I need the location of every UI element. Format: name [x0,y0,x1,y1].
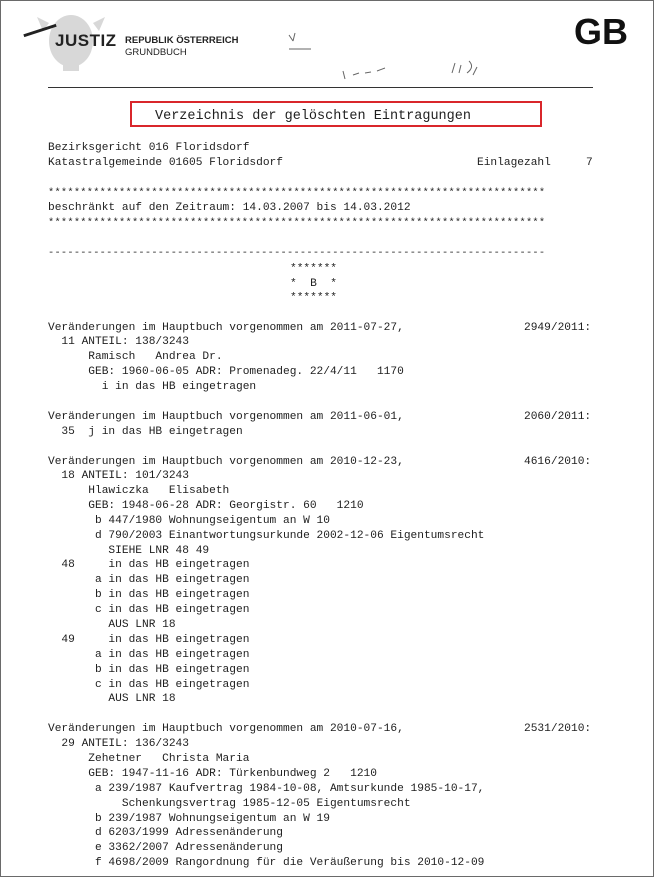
section-stars-top: ******* [290,263,337,275]
cadastre-line: Katastralgemeinde 01605 Floridsdorf [48,157,283,169]
handwritten-marks [281,27,501,83]
entry-line: SIEHE LNR 48 49 [48,545,210,557]
entry-line: c in das HB eingetragen [48,679,250,691]
entry-line: i in das HB eingetragen [48,381,257,393]
entry-line: b 447/1980 Wohnungseigentum an W 10 [48,515,330,527]
entry-ref: 2060/2011: [524,411,592,423]
entry-heading: Veränderungen im Hauptbuch vorgenommen am 2011-07-27, [48,322,404,334]
entry-line: GEB: 1960-06-05 ADR: Promenadeg. 22/4/11 1170 [48,366,404,378]
entry-line: f 4698/2009 Rangordnung für die Veräußerung bis 2010-12-09 [48,857,485,869]
header-rule [48,87,593,88]
entry-line: a 239/1987 Kaufvertrag 1984-10-08, Amtsurkunde 1985-10-17, [48,783,485,795]
entry-ref: 2949/2011: [524,322,592,334]
einlage-number: 7 [586,157,593,169]
gb-badge: GB [574,11,628,52]
court-line: Bezirksgericht 016 Floridsdorf [48,142,250,154]
document-title: Verzeichnis der gelöschten Eintragungen [155,109,471,124]
entry-line: AUS LNR 18 [48,693,176,705]
entry-line: AUS LNR 18 [48,619,176,631]
stars-separator-bottom: ***************************************************************************** [48,217,546,229]
entry-line: 48 in das HB eingetragen [48,559,250,571]
org-name-line2: GRUNDBUCH [125,47,187,58]
entry-line: Zehetner Christa Maria [48,753,250,765]
entry-line: 49 in das HB eingetragen [48,634,250,646]
justiz-logo [23,11,117,73]
entry-line: d 6203/1999 Adressenänderung [48,827,283,839]
entry-line: 35 j in das HB eingetragen [48,426,243,438]
entry-line: Hlawiczka Elisabeth [48,485,230,497]
logo-text: JUSTIZ [55,31,117,50]
section-letter: * B * [290,278,337,290]
period-line: beschränkt auf den Zeitraum: 14.03.2007 bis 14.03.2012 [48,202,411,214]
section-stars-bottom: ******* [290,292,337,304]
entry-line: GEB: 1948-06-28 ADR: Georgistr. 60 1210 [48,500,364,512]
entry-line: b in das HB eingetragen [48,664,250,676]
entry-line: Schenkungsvertrag 1985-12-05 Eigentumsrecht [48,798,411,810]
entry-line: 11 ANTEIL: 138/3243 [48,336,189,348]
entry-heading: Veränderungen im Hauptbuch vorgenommen am 2011-06-01, [48,411,404,423]
stars-separator-top: ***************************************************************************** [48,187,546,199]
entry-line: a in das HB eingetragen [48,649,250,661]
entry-line: 29 ANTEIL: 136/3243 [48,738,189,750]
org-name-line1: REPUBLIK ÖSTERREICH [125,35,239,46]
entry-line: b 239/1987 Wohnungseigentum an W 19 [48,813,330,825]
entry-line: GEB: 1947-11-16 ADR: Türkenbundweg 2 1210 [48,768,377,780]
entry-ref: 4616/2010: [524,456,592,468]
entry-line: 18 ANTEIL: 101/3243 [48,470,189,482]
entry-line: b in das HB eingetragen [48,589,250,601]
entry-line: e 3362/2007 Adressenänderung [48,842,283,854]
entry-line: d 790/2003 Einantwortungsurkunde 2002-12-06 Eigentumsrecht [48,530,485,542]
entry-line: a in das HB eingetragen [48,574,250,586]
entry-heading: Veränderungen im Hauptbuch vorgenommen am 2010-12-23, [48,456,404,468]
entry-heading: Veränderungen im Hauptbuch vorgenommen am 2010-07-16, [48,723,404,735]
dash-separator: ----------------------------------------------------------------------------- [48,247,546,259]
entry-ref: 2531/2010: [524,723,592,735]
entry-line: Ramisch Andrea Dr. [48,351,223,363]
einlage-label: Einlagezahl [477,157,551,169]
entry-line: c in das HB eingetragen [48,604,250,616]
